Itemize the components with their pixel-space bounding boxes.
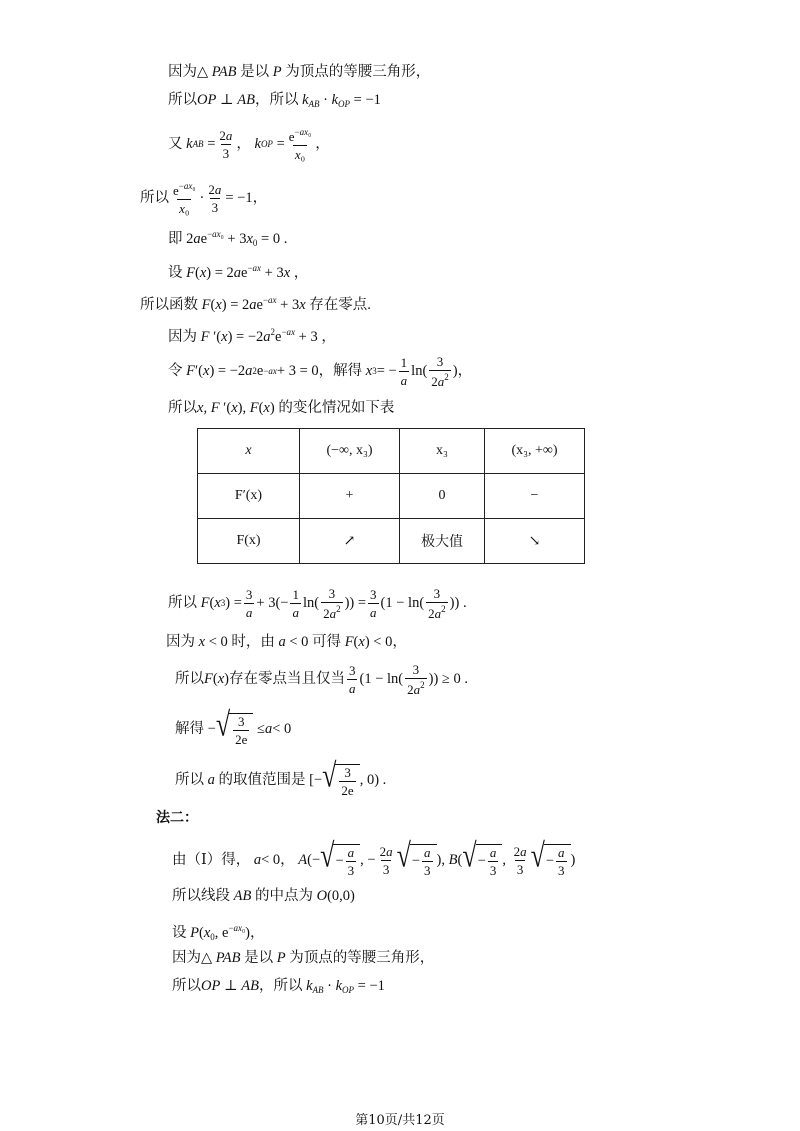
text-she: 设: [168, 265, 183, 281]
fraction-2a-over-3-2: $\frac{2a}{3}$: [208, 181, 222, 215]
text-so-6: 所以: [175, 772, 204, 788]
line-perpendicular-2: 所以OP ⊥ AB，所以 $k_{AB} \cdot k_{OP} = -1$: [172, 978, 385, 995]
table-row-derivative: [198, 474, 585, 519]
sqrt-neg-a-over-3-4: √ − $\frac{a}{3}$: [531, 844, 571, 877]
line-define-F: 设 $F(x) = 2ae^{-ax} + 3x$ ，: [168, 263, 309, 281]
line-points-AB: 由（Ⅰ）得， a < 0， A (− √ − $\frac{a}{3}$ , − $\frac{2a}{3}$ √ − $\frac{a}{3}$ ), B ( √ − $\frac{a}{3}$ , $\frac{2a}{3}$ √ − $\frac{a}{3}$ ): [172, 835, 576, 878]
fraction-3-over-a: $\frac{3}{a}$: [245, 586, 253, 620]
text-midpoint: 的中点为: [254, 888, 313, 904]
fraction-3-over-2a2-2: $\frac{3}{2a^2}$: [323, 585, 341, 621]
text-jiede: ，解得: [318, 363, 363, 379]
text-is-vertex-2: 是以: [244, 950, 274, 966]
text-exists-zero: 存在零点: [309, 297, 368, 313]
line-negative-x: 因为 x < 0 时，由 a < 0 可得 F(x) < 0，: [166, 634, 407, 650]
fraction-3-over-2a2-3: $\frac{3}{2a^2}$: [428, 585, 446, 621]
text-so-4: 所以: [168, 595, 197, 611]
text-ji: 即: [168, 231, 183, 247]
sqrt-3-over-2e-2: √ $\frac{3}{2e}$: [322, 764, 360, 797]
fraction-exp-over-x0: $\frac{e^{-ax_0}}{\text{x₀}}$: [288, 126, 312, 162]
text-so-function: 所以函数: [140, 297, 198, 313]
text-because-4: 因为: [172, 950, 201, 966]
line-F-x3: 所以 F ( x 3 ) = $\frac{3}{a}$ + 3(− $\frac{1}{a}$ ln( $\frac{3}{2a^2}$ )) = $\frac{3}{a}$ (1 − ln( $\frac{3}{2a^2}$ )) .: [168, 585, 467, 621]
sqrt-neg-a-over-3-1: √ − $\frac{a}{3}$: [320, 844, 360, 877]
text-because-3: 因为: [166, 634, 195, 650]
line-isosceles-1: 因为△ PAB 是以 P 为顶点的等腰三角形，: [168, 64, 431, 80]
method-two-heading: 法二：: [156, 810, 198, 826]
text-solve: 解得: [175, 721, 204, 737]
text-also: 又: [168, 136, 183, 152]
text-table-intro: 的变化情况如下表: [278, 400, 395, 416]
text-ling: 令: [168, 363, 183, 379]
fraction-exp-over-x0-2: $\frac{e^{-ax_0}}{\text{x₀}}$: [173, 180, 196, 216]
table-cell-plus: +: [300, 474, 400, 519]
fraction-3-over-a-3: $\frac{3}{a}$: [348, 662, 356, 696]
fraction-1-over-a: $\frac{1}{a}$: [400, 354, 408, 388]
fraction-3-over-a-2: $\frac{3}{a}$: [370, 586, 377, 620]
line-set-derivative-zero: 令 F ′( x ) = −2 a 2 e −ax + 3 = 0 ，解得 x 3 = − $\frac{1}{a}$ ln( $\frac{3}{2a^2}$ )，: [168, 353, 473, 389]
line-slopes: 又 k AB = $\frac{2a}{3}$ ， k OP = $\frac{e^{-ax_0}}{\text{x₀}}$ ，: [168, 126, 330, 162]
table-cell-increasing-arrow: ↗: [300, 519, 400, 564]
line-table-intro: 所以x, F ′(x), F(x) 的变化情况如下表: [168, 400, 395, 416]
text-you: 由（Ⅰ）得，: [172, 852, 251, 868]
line-function-zero: 所以函数 $F(x) = 2ae^{-ax} + 3x$ 存在零点.: [140, 295, 371, 313]
text-she-2: 设: [172, 925, 187, 941]
table-header-x: x: [198, 429, 300, 474]
sqrt-3-over-2e: √ $\frac{3}{2e}$: [216, 713, 254, 746]
text-range-of: 的取值范围是: [218, 772, 306, 788]
table-row-header: [198, 429, 585, 474]
text-iff: 存在零点当且仅当: [228, 671, 345, 687]
text-so: 所以: [168, 92, 197, 108]
fraction-2a-over-3: $\frac{2a}{3}$: [219, 127, 233, 161]
text-is-vertex: 是以: [240, 64, 270, 80]
table-cell-function-label: F(x): [198, 519, 300, 564]
table-header-interval-left: (−∞, x₃): [300, 429, 400, 474]
fraction-3-over-2a2-4: $\frac{3}{2a^2}$: [407, 661, 425, 697]
text-so-comma: ，所以: [254, 92, 299, 108]
text-as-vertex: 为顶点的等腰三角形: [285, 64, 416, 80]
line-derivative: 因为 F $'(x) = -2a^2e^{-ax} + 3$ ，: [168, 327, 336, 345]
text-so-7: 所以: [172, 978, 201, 994]
line-isosceles-2: 因为△ PAB 是以 P 为顶点的等腰三角形，: [172, 950, 435, 966]
text-segment: 所以线段: [172, 888, 230, 904]
table-cell-minus: −: [485, 474, 585, 519]
line-midpoint: 所以线段 AB 的中点为 O(0,0): [172, 888, 355, 904]
variation-table: [197, 428, 585, 564]
fraction-2a-over-3-3: $\frac{2a}{3}$: [379, 843, 393, 877]
text-so-5: 所以: [175, 671, 204, 687]
table-cell-derivative-label: F′(x): [198, 474, 300, 519]
text-because-2: 因为: [168, 329, 197, 345]
table-cell-decreasing-arrow: ↘: [485, 519, 585, 564]
text-because: 因为: [168, 64, 197, 80]
text-as-vertex-2: 为顶点的等腰三角形: [289, 950, 420, 966]
fraction-1-over-a-2: $\frac{1}{a}$: [292, 586, 299, 620]
table-header-x3: x₃: [400, 429, 485, 474]
line-product-equation: 所以 $\frac{e^{-ax_0}}{\text{x₀}}$ · $\frac{2a}{3}$ = −1，: [140, 180, 268, 216]
table-cell-max-value: 极大值: [400, 519, 485, 564]
text-can-get: 可得: [312, 634, 342, 650]
line-perpendicular-1: 所以OP ⊥ AB，所以 $k_{AB} \cdot k_{OP} = -1$: [168, 92, 381, 109]
table-row-function: [198, 519, 585, 564]
text-so-comma-2: ，所以: [258, 978, 303, 994]
text-so-2: 所以: [140, 190, 169, 206]
line-range-of-a: 所以 a 的取值范围是 [− √ $\frac{3}{2e}$ , 0) .: [175, 755, 387, 798]
line-equation-zero: 即 $2ae^{-ax_0} + 3x_0 = 0$ .: [168, 229, 288, 248]
fraction-3-over-2a2: $\frac{3}{2a^2}$: [431, 353, 449, 389]
table-cell-zero: 0: [400, 474, 485, 519]
line-solve-range: 解得 − √ $\frac{3}{2e}$ ≤ a < 0: [175, 704, 292, 747]
text-so-3: 所以: [168, 400, 197, 416]
fraction-2a-over-3-4: $\frac{2a}{3}$: [513, 843, 527, 877]
line-iff-condition: 所以 F ( x ) 存在零点当且仅当 $\frac{3}{a}$ (1 − ln( $\frac{3}{2a^2}$ )) ≥ 0 .: [175, 661, 468, 697]
sqrt-neg-a-over-3-3: √ − $\frac{a}{3}$: [462, 844, 502, 877]
page-footer: 第10页/共12页: [355, 1113, 445, 1128]
sqrt-neg-a-over-3-2: √ − $\frac{a}{3}$: [397, 844, 437, 877]
text-when: 时，由: [231, 634, 275, 650]
table-header-interval-right: (x₃, +∞): [485, 429, 585, 474]
line-define-P: 设 $P(x_0$, $e^{-ax_0}$)，: [172, 923, 265, 942]
